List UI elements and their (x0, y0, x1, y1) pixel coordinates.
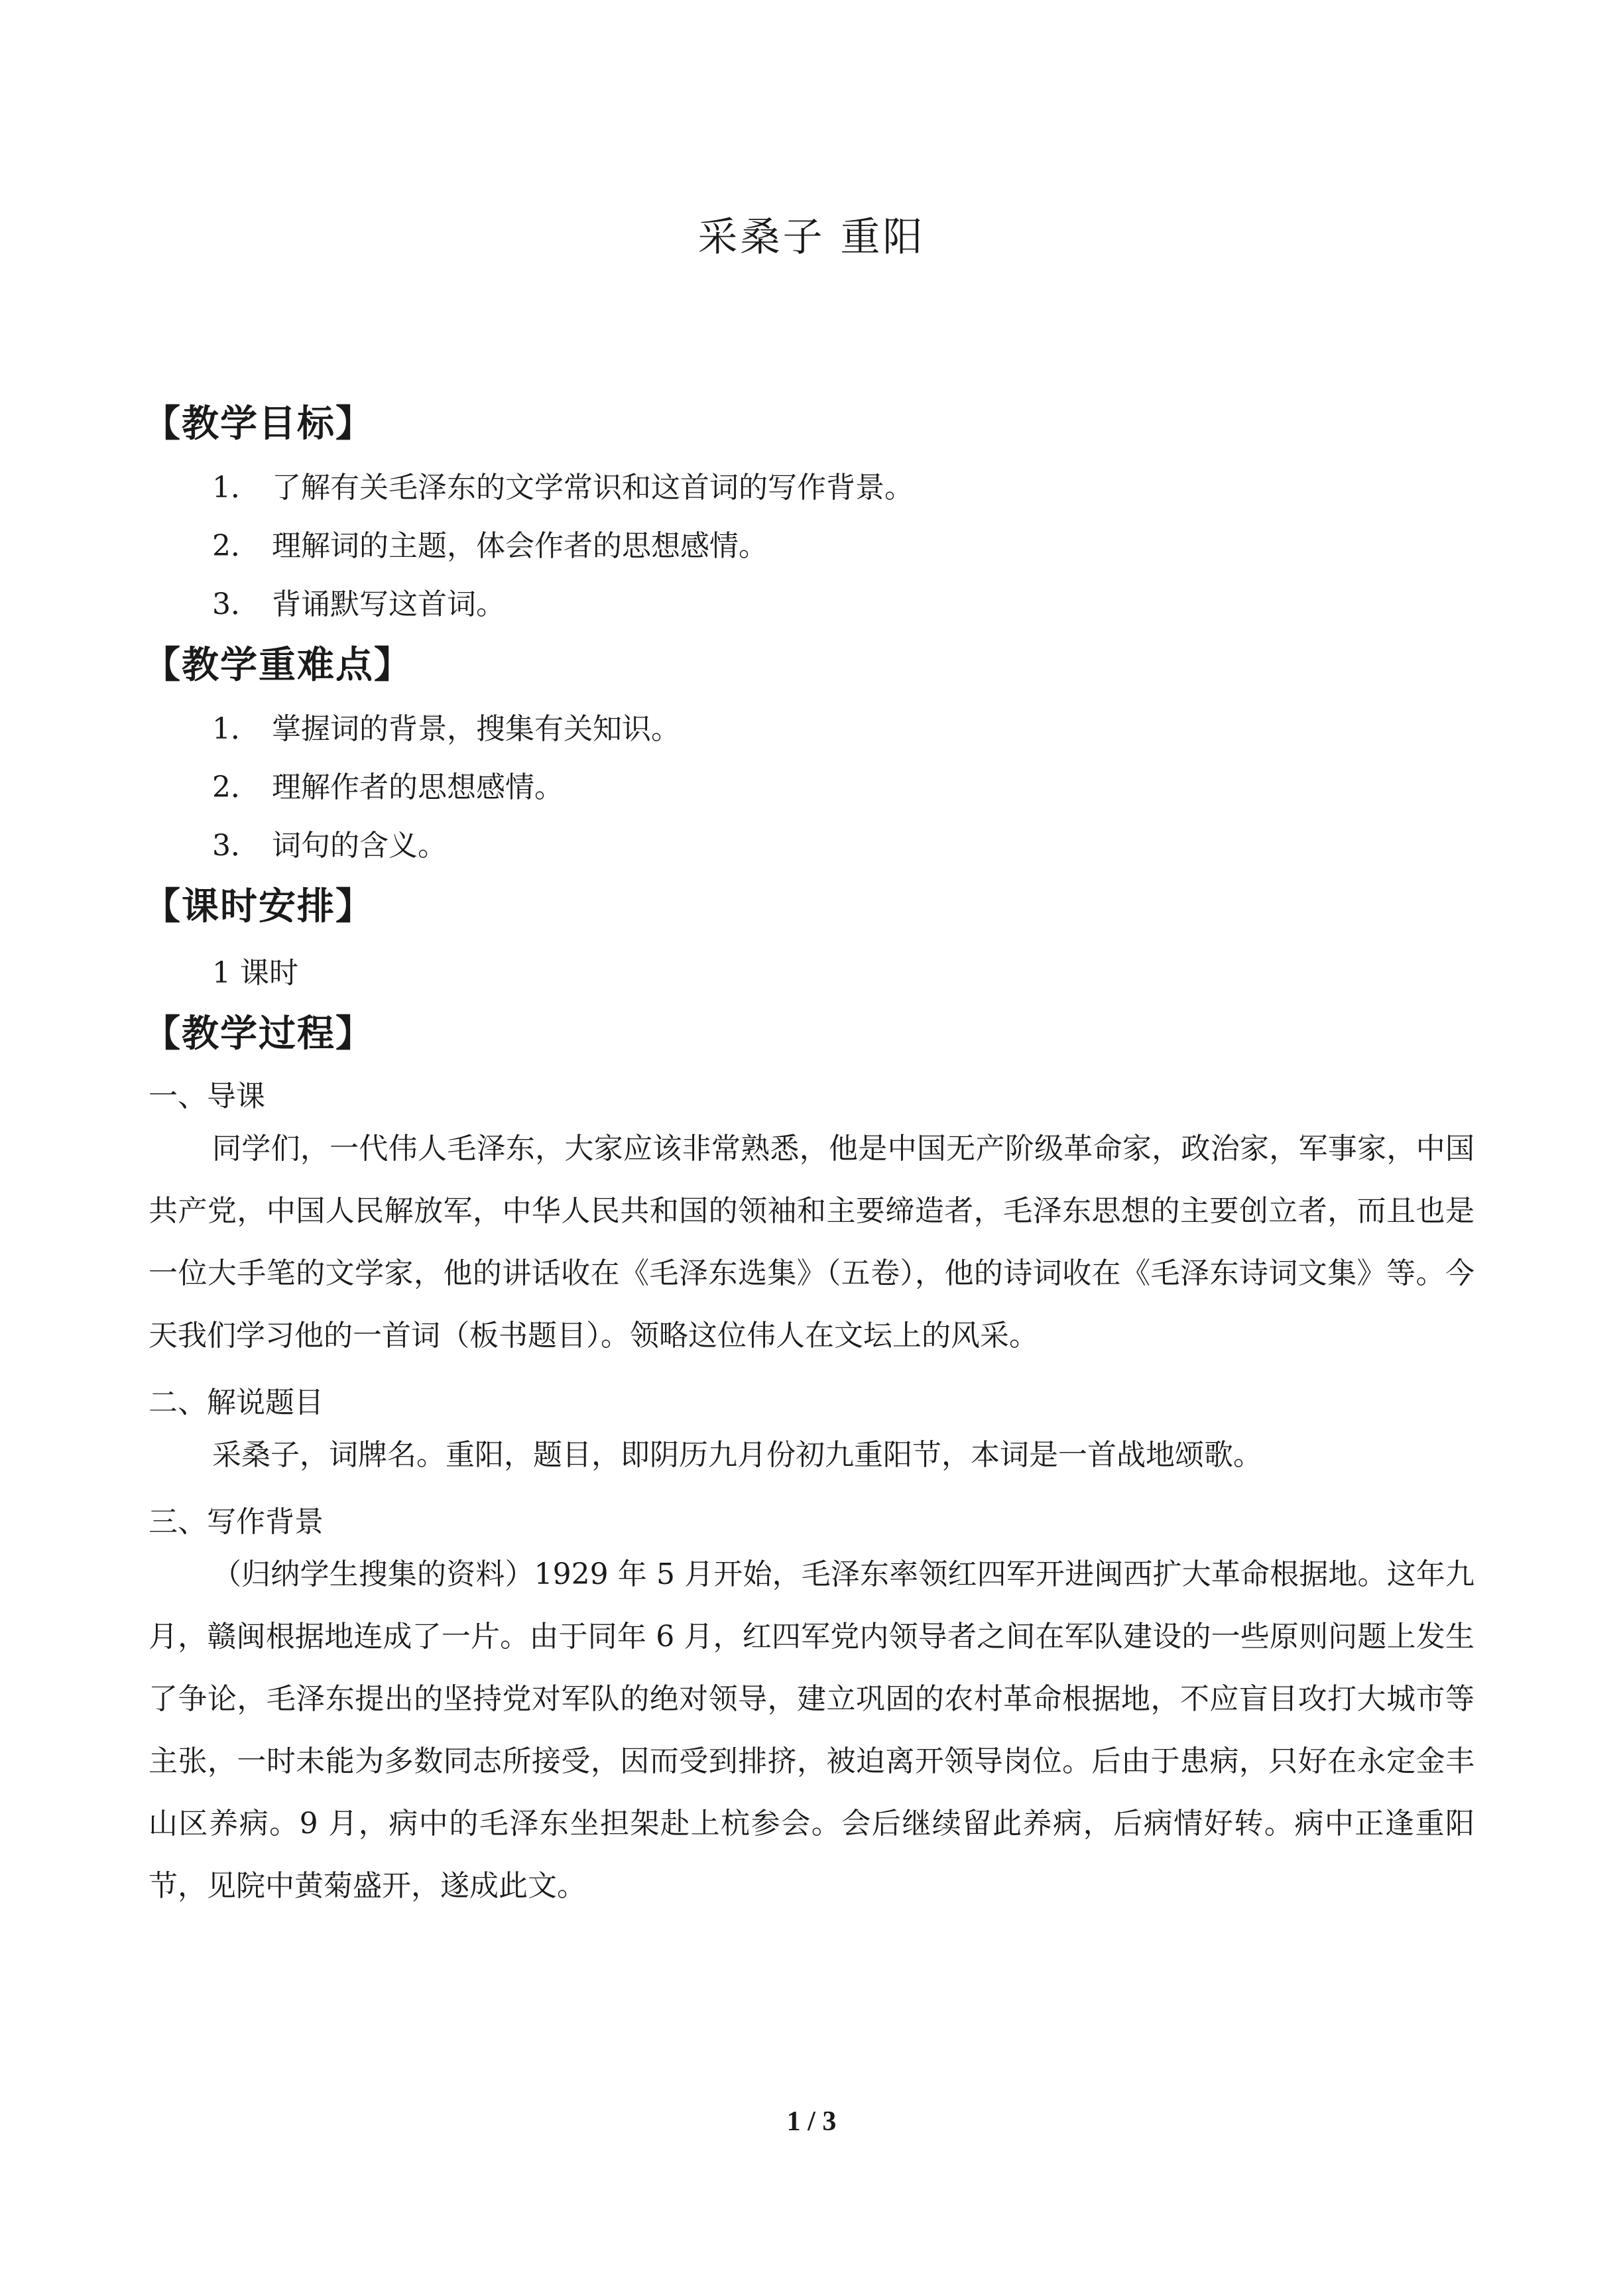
process-part-text: （归纳学生搜集的资料）1929 年 5 月开始，毛泽东率领红四军开进闽西扩大革命根据地。这年九月，赣闽根据地连成了一片。由于同年 6 月，红四军党内领导者之间在军队建设的一些原则问题上发生了争论，毛泽东提出的坚持党对军队的绝对领导，建立巩固的农村革命根据地，不应盲目攻打大城市等主张，一时未能为多数同志所接受，因而受到排挤，被迫离开领导岗位。后由于患病，只好在永定金丰山区养病。9 月，病中的毛泽东坐担架赴上杭参会。会后继续留此养病，后病情好转。病中正逢重阳节，见院中黄菊盛开，遂成此文。 (149, 1557, 1474, 1903)
schedule-text: 1 课时 (212, 956, 298, 990)
process-part-label: 二、解说题目 (149, 1386, 324, 1420)
list-item: 2． 理解作者的思想感情。 (212, 770, 564, 804)
page-number: 1 / 3 (786, 2106, 837, 2137)
section-heading-objectives: 【教学目标】 (143, 402, 374, 446)
section-heading-key-points: 【教学重难点】 (143, 644, 412, 687)
objectives-list (149, 467, 1474, 626)
document-body (143, 398, 1474, 1917)
process-part-text: 同学们，一代伟人毛泽东，大家应该非常熟悉，他是中国无产阶级革命家，政治家，军事家，中国共产党，中国人民解放军，中华人民共和国的领袖和主要缔造者，毛泽东思想的主要创立者，而且也是一位大手笔的文学家，他的讲话收在《毛泽东选集》（五卷），他的诗词收在《毛泽东诗词文集》等。今天我们学习他的一首词（板书题目）。领略这位伟人在文坛上的风采。 (149, 1132, 1474, 1353)
section-heading-schedule: 【课时安排】 (143, 885, 374, 928)
list-item: 3． 背诵默写这首词。 (212, 587, 505, 621)
key-points-list (149, 708, 1474, 867)
list-item: 1． 掌握词的背景，搜集有关知识。 (212, 712, 680, 746)
page-title: 采桑子 重阳 (697, 214, 926, 261)
list-item: 3． 词句的含义。 (212, 829, 447, 863)
list-item: 2． 理解词的主题，体会作者的思想感情。 (212, 529, 768, 563)
list-item: 1． 了解有关毛泽东的文学常识和这首词的写作背景。 (212, 471, 914, 505)
process-part-label: 一、导课 (149, 1079, 265, 1113)
section-heading-process: 【教学过程】 (143, 1012, 374, 1056)
process-part-label: 三、写作背景 (149, 1505, 324, 1539)
process-part-text: 采桑子，词牌名。重阳，题目，即阴历九月份初九重阳节，本词是一首战地颂歌。 (212, 1438, 1262, 1472)
